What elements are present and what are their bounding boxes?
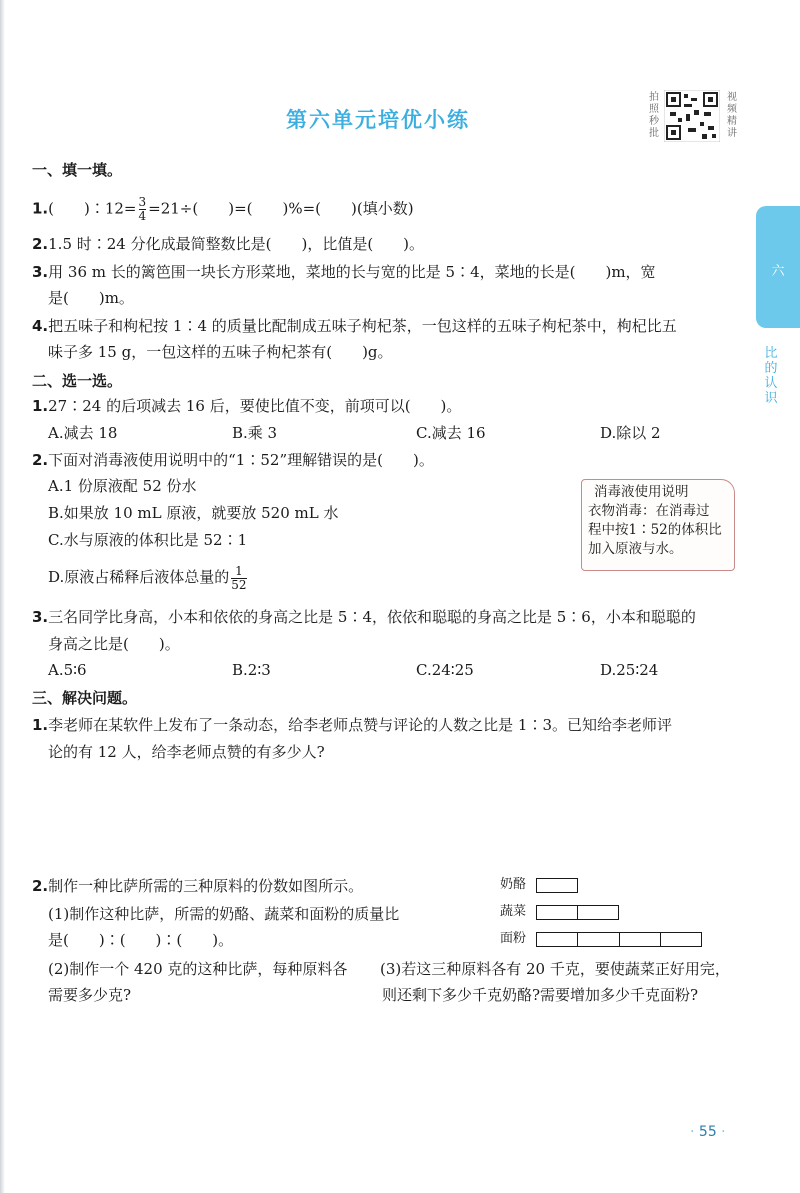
option-b[interactable]: B.乘 3 [232,424,278,442]
diagram-label-cheese: 奶酪 [500,877,527,892]
question-number: 1. [32,716,49,734]
question-text: =21÷( )=( )%=( )(填小数) [148,199,414,218]
chapter-tab-label: 六 [771,264,785,279]
question-2-3-cont: 身高之比是( )。 [48,635,180,653]
page-edge [0,0,5,1193]
question-number: 2. [32,877,49,895]
sub-question-1: (1)制作这种比萨，所需的奶酪、蔬菜和面粉的质量比 [48,905,400,923]
option-d[interactable]: D.除以 2 [600,424,661,442]
question-2-1 [32,396,461,416]
question-1-4 [32,316,677,336]
question-text: 27∶24 的后项减去 16 后，要使比值不变，前项可以( )。 [48,397,462,415]
diagram-label-vegetable: 蔬菜 [500,904,527,919]
diagram-label-flour: 面粉 [500,931,527,946]
page-number-text: 55 [698,1124,717,1140]
fraction-numerator: 1 [235,563,243,578]
fraction-numerator: 3 [138,195,147,209]
question-text: 李老师在某软件上发布了一条动态，给李老师点赞与评论的人数之比是 1∶3。已知给李老师评 [48,716,672,734]
sub-question-2-cont: 需要多少克? [48,986,132,1004]
diagram-bar-part [537,906,578,919]
diagram-bar-part [537,933,578,946]
dot-icon: · [690,1124,699,1140]
fraction-denominator: 52 [231,577,247,592]
option-d[interactable]: D.25∶24 [600,661,659,679]
question-number: 4. [32,317,49,335]
option-a[interactable]: A.1 份原液配 52 份水 [48,477,197,495]
option-c[interactable]: C.水与原液的体积比是 52∶1 [48,531,248,549]
question-text: 三名同学比身高，小本和依依的身高之比是 5∶4，依依和聪聪的身高之比是 5∶6，小本和聪聪的 [48,608,696,626]
note-line: 衣物消毒：在消毒过 [588,503,710,519]
question-number: 3. [32,263,49,281]
option-c[interactable]: C.减去 16 [416,424,486,442]
fraction-denominator: 4 [138,209,147,223]
sub-question-3-cont: 则还剩下多少千克奶酪?需要增加多少千克面粉? [382,986,699,1004]
instruction-note [581,479,735,571]
qr-left-label: 拍照秒批 [649,92,659,139]
sub-question-2: (2)制作一个 420 克的这种比萨，每种原料各 [48,960,348,978]
diagram-bar-cheese [536,878,578,893]
question-3-1-cont: 论的有 12 人，给李老师点赞的有多少人? [48,743,325,761]
chapter-tab [756,206,800,328]
option-text: D.原液占稀释后液体总量的 [48,568,230,586]
question-1-3 [32,262,656,282]
question-text: ( )∶12= [48,199,137,218]
question-text: 下面对消毒液使用说明中的“1∶52”理解错误的是( )。 [48,451,434,469]
question-text: 1.5 时∶24 分化成最简整数比是( )，比值是( )。 [48,235,425,253]
question-number: 2. [32,235,49,253]
section-1-heading: 一、填一填。 [32,161,123,179]
fraction [231,565,246,592]
diagram-bar-part [537,879,577,892]
fraction [139,196,147,223]
diagram-bar-part [578,906,618,919]
question-3-1 [32,715,672,735]
note-line: 程中按1∶52的体积比 [588,522,722,538]
question-text: 把五味子和枸杞按 1∶4 的质量比配制成五味子枸杞茶，一包这样的五味子枸杞茶中，枸杞比五 [48,317,677,335]
diagram-bar-part [578,933,619,946]
section-2-heading: 二、选一选。 [32,372,123,390]
section-3-heading: 三、解决问题。 [32,689,138,707]
option-a[interactable]: A.5∶6 [48,661,87,679]
option-b[interactable]: B.如果放 10 mL 原液，就要放 520 mL 水 [48,504,339,522]
qr-code-icon[interactable] [664,90,720,142]
qr-right-label: 视频精讲 [727,92,737,139]
page-number [690,1124,726,1140]
option-d[interactable] [48,563,249,592]
question-1-1 [32,196,414,223]
dot-icon: · [716,1124,726,1140]
question-text: 用 36 m 长的篱笆围一块长方形菜地，菜地的长与宽的比是 5∶4，菜地的长是( )m，宽 [48,263,656,281]
sub-question-1-cont: 是( )∶( )∶( )。 [48,931,234,949]
question-text: 制作一种比萨所需的三种原料的份数如图所示。 [48,877,364,895]
option-a[interactable]: A.减去 18 [48,424,118,442]
question-1-3-cont: 是( )m。 [48,289,134,307]
note-line: 加入原液与水。 [588,541,683,557]
question-number: 1. [32,397,49,415]
sub-question-3: (3)若这三种原料各有 20 千克，要使蔬菜正好用完， [380,960,730,978]
diagram-bar-part [661,933,701,946]
question-number: 2. [32,451,49,469]
diagram-bar-flour [536,932,702,947]
diagram-bar-vegetable [536,905,619,920]
page-title: 第六单元培优小练 [286,108,470,132]
question-number: 1. [32,199,49,218]
question-3-2 [32,876,363,896]
option-b[interactable]: B.2∶3 [232,661,271,679]
question-1-2 [32,234,424,254]
option-c[interactable]: C.24∶25 [416,661,474,679]
question-2-3 [32,607,696,627]
chapter-side-label: 比 的 认 识 [764,346,778,406]
question-1-4-cont: 味子多 15 g，一包这样的五味子枸杞茶有( )g。 [48,343,393,361]
question-number: 3. [32,608,49,626]
note-title: 消毒液使用说明 [594,484,689,500]
diagram-bar-part [620,933,661,946]
question-2-2 [32,450,434,470]
